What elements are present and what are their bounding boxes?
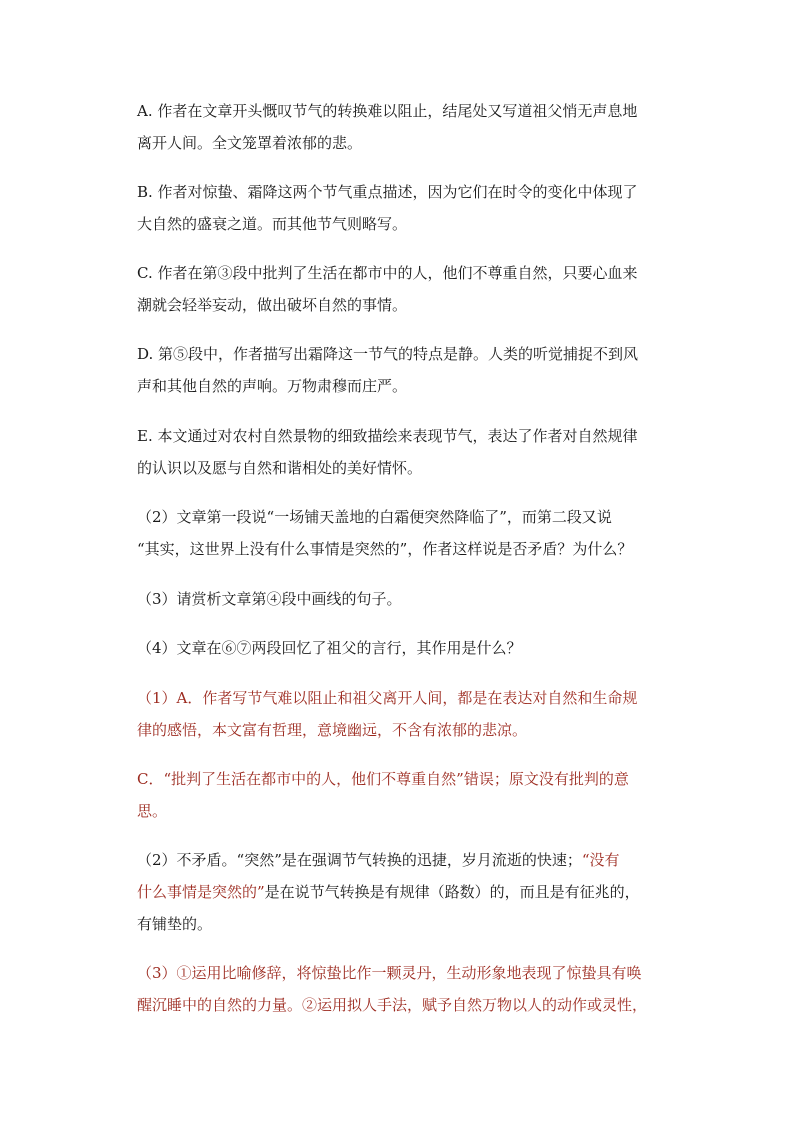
option-d-line-1: D. 第⑤段中，作者描写出霜降这一节气的特点是静。人类的听觉捕捉不到风 <box>137 345 639 363</box>
answer-2-line-2-part-2: 是在说节气转换是有规律（路数）的，而且是有征兆的， <box>264 883 640 901</box>
question-2-line-1: （2）文章第一段说“一场铺天盖地的白霜便突然降临了”，而第二段又说 <box>137 508 612 526</box>
answer-2-line-3: 有铺垫的。 <box>137 915 213 933</box>
answer-2-line-1-part-1: （2）不矛盾。“突然”是在强调节气转换的迅捷，岁月流逝的快速； <box>137 851 582 869</box>
answer-1-c-line-1: C．“批判了生活在都市中的人，他们不尊重自然”错误；原文没有批判的意 <box>137 770 629 788</box>
answer-2-line-2 <box>137 881 640 903</box>
option-b-line-2: 大自然的盛衰之道。而其他节气则略写。 <box>137 215 408 233</box>
answer-1-line-2: 律的感悟，本文富有哲理，意境幽远，不含有浓郁的悲凉。 <box>137 721 528 739</box>
option-a-line-1: A. 作者在文章开头慨叹节气的转换难以阻止，结尾处又写道祖父悄无声息地 <box>137 102 638 120</box>
answer-2-line-1 <box>137 849 620 871</box>
answer-1-line-1: （1）A．作者写节气难以阻止和祖父离开人间，都是在表达对自然和生命规 <box>137 689 638 707</box>
answer-3-line-2: 醒沉睡中的自然的力量。②运用拟人手法，赋予自然万物以人的动作或灵性， <box>137 996 648 1014</box>
answer-1-c-line-2: 思。 <box>137 802 168 820</box>
option-e-line-2: 的认识以及愿与自然和谐相处的美好情怀。 <box>137 459 423 477</box>
option-d-line-2: 声和其他自然的声响。万物肃穆而庄严。 <box>137 377 408 395</box>
option-c-line-2: 潮就会轻举妄动，做出破坏自然的事情。 <box>137 296 408 314</box>
answer-2-line-2-part-1: 什么事情是突然的” <box>137 883 265 901</box>
answer-3-line-1: （3）①运用比喻修辞，将惊蛰比作一颗灵丹，生动形象地表现了惊蛰具有唤 <box>137 964 642 982</box>
option-e-line-1: E. 本文通过对农村自然景物的细致描绘来表现节气，表达了作者对自然规律 <box>137 427 638 445</box>
question-4-line-1: （4）文章在⑥⑦两段回忆了祖父的言行，其作用是什么？ <box>137 639 522 657</box>
question-3-line-1: （3）请赏析文章第④段中画线的句子。 <box>137 590 402 608</box>
option-a-line-2: 离开人间。全文笼罩着浓郁的悲。 <box>137 134 363 152</box>
answer-2-line-1-part-2: “没有 <box>581 851 620 869</box>
question-2-line-2: “其实，这世界上没有什么事情是突然的”，作者这样说是否矛盾？为什么？ <box>137 540 633 558</box>
option-b-line-1: B. 作者对惊蛰、霜降这两个节气重点描述，因为它们在时令的变化中体现了 <box>137 183 638 201</box>
option-c-line-1: C. 作者在第③段中批判了生活在都市中的人，他们不尊重自然，只要心血来 <box>137 264 638 282</box>
